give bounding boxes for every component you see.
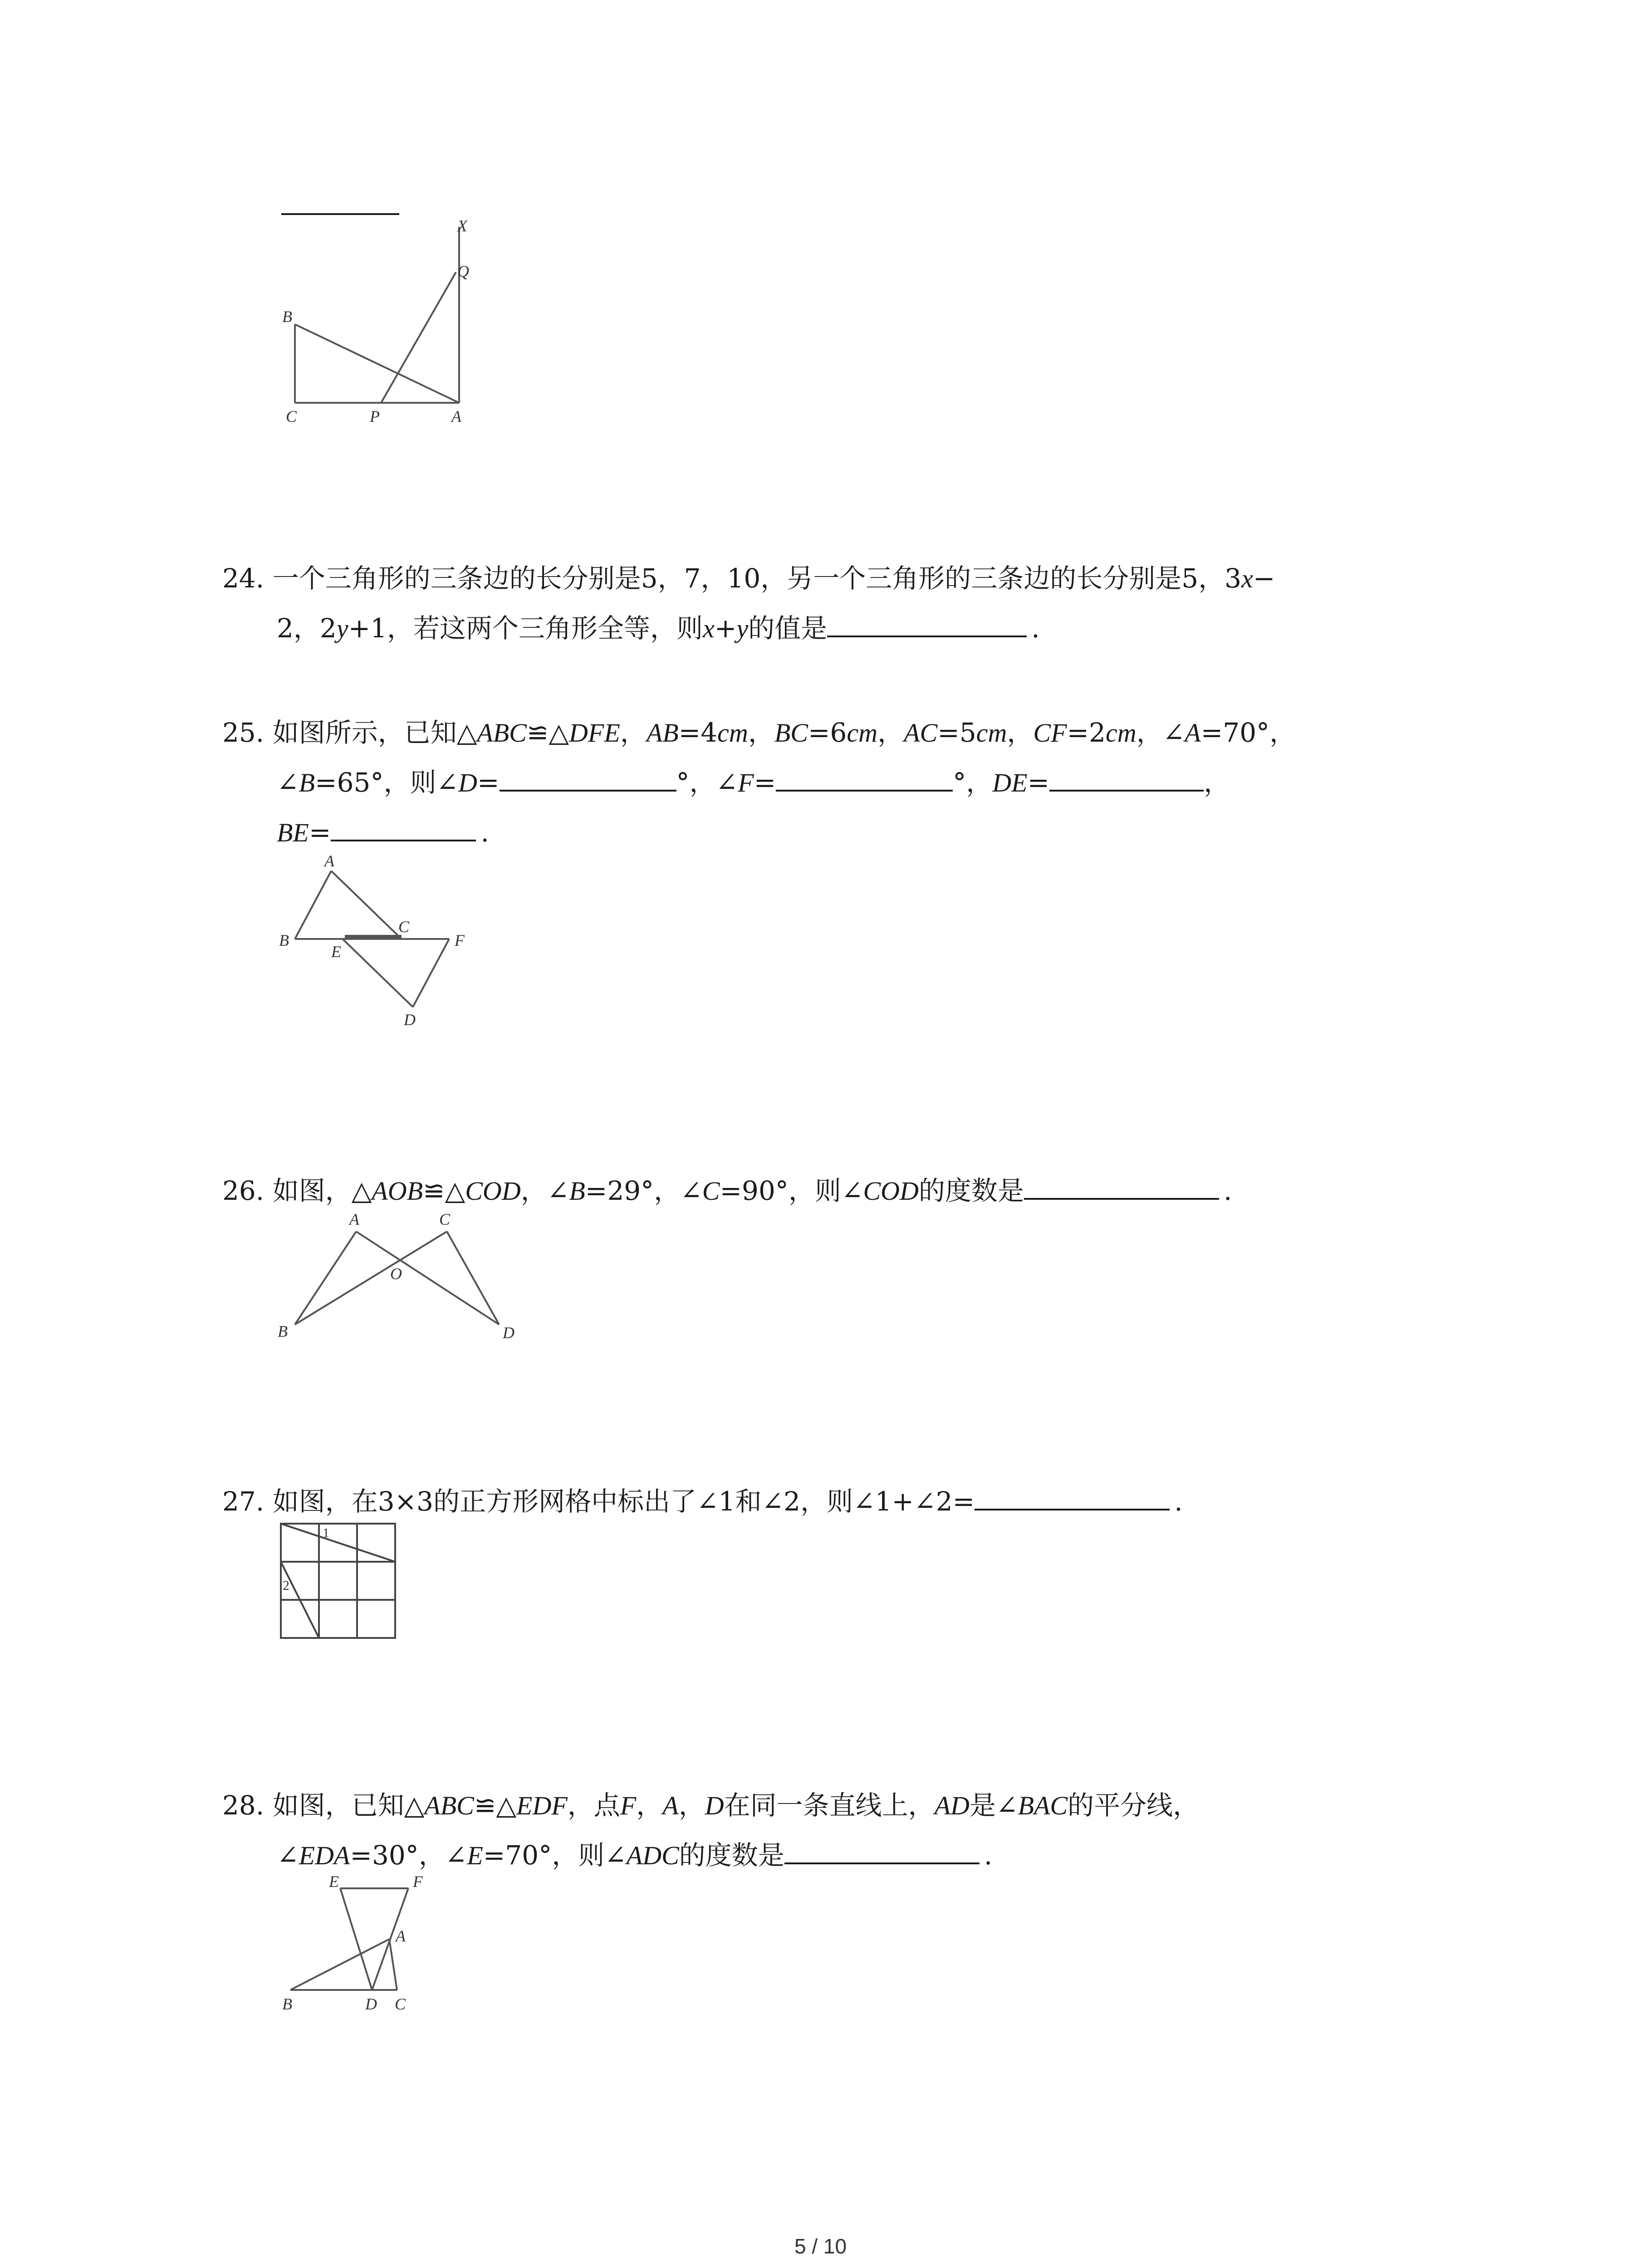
label-O: O xyxy=(390,1265,402,1283)
var: CF xyxy=(1033,718,1067,748)
figure-q26 xyxy=(268,1209,558,1354)
var: B xyxy=(299,768,315,797)
question-25 xyxy=(222,708,1447,758)
figure-q28 xyxy=(272,1871,472,2025)
q28-text: =30°，∠ xyxy=(350,1840,467,1871)
var: BE xyxy=(277,818,309,847)
q25-text: =5 xyxy=(937,717,976,748)
q25-text: =65°，则∠ xyxy=(315,767,459,798)
period: . xyxy=(1174,1486,1183,1517)
var: BC xyxy=(774,718,808,748)
var: D xyxy=(705,1791,724,1820)
q24-text-2: 2，2 xyxy=(277,613,337,644)
question-24 xyxy=(222,553,1447,604)
label-Q: Q xyxy=(457,262,469,280)
q25-text: = xyxy=(1027,767,1050,798)
var: ABC xyxy=(424,1791,474,1820)
q25-text: ，∠ xyxy=(1136,717,1185,748)
answer-blank[interactable] xyxy=(1024,1172,1219,1200)
var: DE xyxy=(992,768,1028,797)
q25-text: = xyxy=(477,767,500,798)
label-B: B xyxy=(282,1995,292,2013)
question-number: 24. xyxy=(222,563,265,594)
q28-text: 如图，已知△ xyxy=(272,1790,425,1821)
plus: + xyxy=(714,613,737,644)
angle-1-label: 1 xyxy=(323,1525,329,1540)
q25-text: °，∠ xyxy=(676,767,738,798)
unit: cm xyxy=(717,718,748,748)
q24-text-3: +1，若这两个三角形全等，则 xyxy=(348,613,703,644)
label-C: C xyxy=(286,407,297,425)
q28-text: 的度数是 xyxy=(679,1840,784,1871)
period: . xyxy=(480,817,489,848)
question-number: 27. xyxy=(222,1486,265,1517)
var-y: y xyxy=(336,614,348,643)
q25-text: ， xyxy=(1204,767,1230,798)
figure-q23 xyxy=(272,213,526,431)
question-27 xyxy=(222,1476,1447,1526)
label-B: B xyxy=(278,1322,288,1340)
q25-text: ， xyxy=(1007,717,1034,748)
var: EDF xyxy=(516,1791,568,1820)
label-X: X xyxy=(457,217,467,235)
q28-text: ， xyxy=(678,1790,705,1821)
label-P: P xyxy=(370,407,380,425)
q24-text-1: 一个三角形的三条边的长分别是5，7，10，另一个三角形的三条边的长分别是5，3 xyxy=(272,563,1242,594)
var: AOB xyxy=(372,1176,423,1206)
q25-text: °， xyxy=(953,767,993,798)
question-number: 28. xyxy=(222,1790,265,1821)
var: AB xyxy=(646,718,679,748)
label-D: D xyxy=(365,1995,377,2013)
q25-text: =4 xyxy=(678,717,718,748)
label-C: C xyxy=(395,1995,406,2013)
label-D: D xyxy=(404,1011,416,1029)
label-E: E xyxy=(329,1872,339,1891)
q25-text: =2 xyxy=(1067,717,1106,748)
q28-text: 在同一条直线上， xyxy=(724,1790,935,1821)
q28-text: ， xyxy=(636,1790,663,1821)
q24-text-4: 的值是 xyxy=(748,613,828,644)
label-E: E xyxy=(331,943,341,961)
q28-text: 是∠ xyxy=(969,1790,1018,1821)
label-A: A xyxy=(396,1927,406,1945)
question-24-line2 xyxy=(277,603,1040,654)
var-y: y xyxy=(736,614,749,643)
q25-text: ≌△ xyxy=(526,717,569,748)
answer-blank-angle-f[interactable] xyxy=(776,763,953,792)
label-B: B xyxy=(282,308,292,326)
var: B xyxy=(569,1176,585,1206)
var-x: x xyxy=(1241,564,1253,593)
figure-q25 xyxy=(272,850,508,1041)
answer-blank-de[interactable] xyxy=(1049,763,1204,792)
var: COD xyxy=(863,1176,919,1206)
angle-2-label: 2 xyxy=(283,1578,289,1593)
q27-text: 如图，在3×3的正方形网格中标出了∠1和∠2，则∠1+∠2= xyxy=(272,1486,975,1517)
var: DFE xyxy=(569,718,620,748)
var: A xyxy=(662,1791,679,1820)
period: . xyxy=(1031,613,1040,644)
q25-text: =70°， xyxy=(1200,717,1296,748)
label-A: A xyxy=(324,852,334,870)
var: A xyxy=(1185,718,1201,748)
var: F xyxy=(620,1791,637,1820)
answer-blank-angle-d[interactable] xyxy=(500,763,676,792)
answer-blank[interactable] xyxy=(784,1836,980,1864)
label-A: A xyxy=(349,1210,359,1228)
var: F xyxy=(738,768,754,797)
period: . xyxy=(1223,1175,1232,1206)
q25-text: 如图所示，已知△ xyxy=(272,717,477,748)
q25-text: ∠ xyxy=(277,767,299,798)
label-F: F xyxy=(413,1872,423,1891)
q26-text: =90°，则∠ xyxy=(720,1175,863,1206)
q26-text: ，∠ xyxy=(520,1175,569,1206)
q26-text: 的度数是 xyxy=(918,1175,1024,1206)
answer-blank-be[interactable] xyxy=(331,813,476,841)
question-28 xyxy=(222,1780,1447,1831)
var: BAC xyxy=(1018,1791,1068,1820)
var: C xyxy=(702,1176,720,1206)
var: E xyxy=(467,1841,483,1870)
q26-text: 如图，△ xyxy=(272,1175,372,1206)
q26-text: =29°，∠ xyxy=(585,1175,702,1206)
label-C: C xyxy=(398,918,410,936)
question-25-line2 xyxy=(277,758,1230,808)
var: EDA xyxy=(299,1841,350,1870)
q25-text: ， xyxy=(748,717,774,748)
var: ADC xyxy=(626,1841,679,1870)
period: . xyxy=(984,1840,993,1871)
page-number: 5 / 10 xyxy=(794,2234,847,2258)
q25-text: ， xyxy=(877,717,904,748)
q28-text: ，点 xyxy=(567,1790,620,1821)
q26-text: ≌△ xyxy=(423,1175,465,1206)
unit: cm xyxy=(1106,718,1136,748)
label-C: C xyxy=(439,1210,451,1228)
var: AC xyxy=(904,718,938,748)
label-A: A xyxy=(451,407,461,425)
answer-blank[interactable] xyxy=(827,609,1027,637)
question-number: 25. xyxy=(222,717,265,748)
figure-q27-grid xyxy=(279,1522,402,1644)
unit: cm xyxy=(976,718,1007,748)
q28-text: ≌△ xyxy=(474,1790,517,1821)
question-number: 26. xyxy=(222,1175,265,1206)
minus: − xyxy=(1253,563,1275,594)
label-D: D xyxy=(503,1324,514,1342)
var-x: x xyxy=(703,614,715,643)
var: COD xyxy=(465,1176,521,1206)
unit: cm xyxy=(847,718,878,748)
q25-text: = xyxy=(309,817,331,848)
q25-text: =6 xyxy=(808,717,847,748)
var: AD xyxy=(934,1791,970,1820)
answer-blank[interactable] xyxy=(975,1482,1170,1510)
q25-text: = xyxy=(754,767,776,798)
q25-text: ， xyxy=(620,717,647,748)
label-F: F xyxy=(455,931,465,949)
var: ABC xyxy=(477,718,527,748)
q28-text: =70°，则∠ xyxy=(483,1840,627,1871)
q28-text: 的平分线， xyxy=(1068,1790,1200,1821)
label-B: B xyxy=(279,931,289,949)
var: D xyxy=(458,768,477,797)
q28-text: ∠ xyxy=(277,1840,299,1871)
